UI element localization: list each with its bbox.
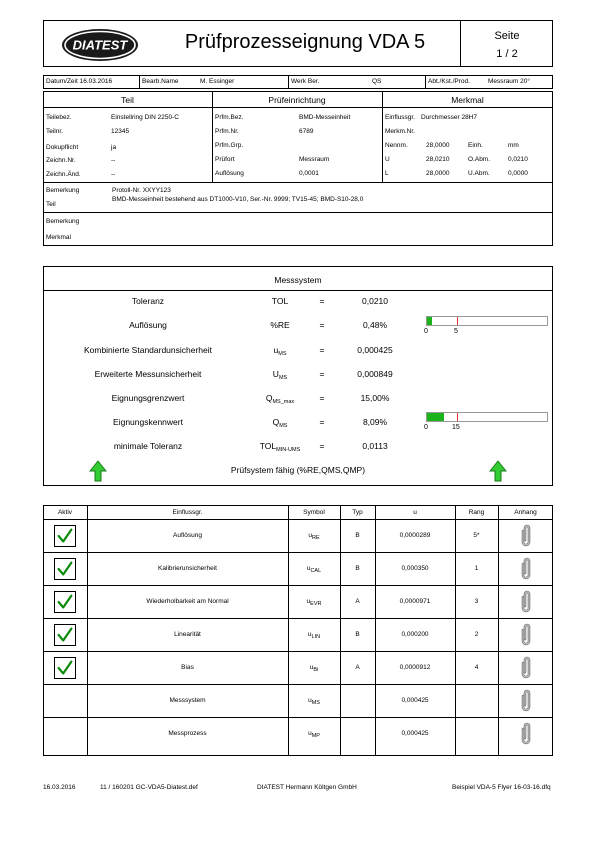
system-row-value: 0,000425 (357, 345, 393, 355)
influence-rank: 1 (474, 564, 479, 572)
attachment-clip-icon[interactable] (519, 655, 533, 681)
influence-symbol-sub: MP (311, 732, 320, 739)
influence-u: 0,000425 (401, 696, 429, 704)
system-row-value: 0,48% (362, 320, 388, 330)
system-row-equals: = (319, 369, 325, 379)
influence-symbol-sub: MS (311, 699, 320, 706)
active-checkbox[interactable] (54, 525, 76, 547)
col-u: u (413, 509, 417, 516)
influence-symbol-main: u (306, 564, 311, 572)
col-rank: Rang (468, 509, 485, 516)
system-row-symbol (245, 296, 315, 308)
system-row-value: 15,00% (360, 393, 390, 403)
active-checkbox[interactable] (54, 558, 76, 580)
active-checkbox[interactable] (54, 591, 76, 613)
system-row-name: Auflösung (129, 320, 167, 330)
qms-bar-fill (427, 413, 444, 421)
device-value-1: 6789 (299, 128, 314, 135)
attachment-clip-icon[interactable] (519, 556, 533, 582)
device-label-1: Prfm.Nr. (215, 128, 239, 135)
part-value-1: 12345 (111, 128, 130, 135)
system-row-symbol-main: u (273, 345, 279, 355)
system-row-symbol-sub: MIN-UMS (276, 447, 301, 453)
influence-symbol (288, 532, 340, 541)
influence-value: Durchmesser 28H7 (421, 114, 477, 121)
influence-name: Auflösung (173, 531, 202, 539)
system-title: Messsystem (274, 275, 322, 285)
system-row-equals: = (319, 320, 325, 330)
influence-symbol (288, 697, 340, 706)
influence-symbol-sub: LIN (311, 633, 321, 640)
footer-doc: 11 / 160201 GC-VDA5-Diatest.def (100, 784, 198, 791)
influence-symbol-main: u (306, 597, 311, 605)
device-value-4: 0,0001 (299, 170, 319, 177)
resolution-bar (426, 316, 548, 326)
device-value-3: Messraum (299, 156, 330, 163)
remark-part-text-1: Protoll-Nr. XXYY123 (112, 187, 171, 194)
resolution-bar-min: 0 (424, 328, 428, 335)
lower-value: 0,0000 (508, 170, 528, 177)
influence-symbol (288, 631, 340, 640)
page-label: Seite (494, 30, 520, 42)
checkmark-icon (55, 592, 75, 612)
dept-label: Abt./Kst./Prod. (428, 78, 470, 85)
page-title: Prüfprozesseignung VDA 5 (184, 31, 426, 53)
unit-value: mm (508, 142, 519, 149)
system-row-value: 0,0210 (362, 296, 388, 306)
system-row-symbol-sub: MS (278, 375, 288, 381)
influence-type: B (355, 531, 360, 539)
system-row-equals: = (319, 393, 325, 403)
qms-bar-limit: 15 (452, 424, 460, 431)
device-value-0: BMD-Messeinheit (299, 114, 351, 121)
footer-company: DIATEST Hermann Költgen GmbH (257, 784, 357, 791)
resolution-bar-limit: 5 (454, 328, 458, 335)
influence-symbol-main: u (307, 630, 312, 638)
part-label-2: Dokupflicht (46, 144, 79, 151)
remark-part-text-2: BMD-Messeinheit bestehend aus DT1000-V10, Ser.-Nr. 9999; TV15-45; BMD-S10-28,0 (112, 196, 364, 203)
influence-symbol-main: u (308, 696, 312, 704)
system-row-equals: = (319, 296, 325, 306)
remark-feature-label-1: Bemerkung (46, 218, 80, 225)
part-label-0: Teilebez. (46, 114, 72, 121)
influence-symbol-sub: CAL (310, 567, 322, 574)
attachment-clip-icon[interactable] (519, 688, 533, 714)
col-type: Typ (352, 509, 363, 516)
system-row-value: 8,09% (362, 417, 388, 427)
influence-symbol-sub: RE (311, 534, 320, 541)
qms-bar-min: 0 (424, 424, 428, 431)
system-row-equals: = (319, 417, 325, 427)
checkmark-icon (55, 658, 75, 678)
checkmark-icon (55, 625, 75, 645)
influence-symbol (288, 565, 340, 574)
col-influence: Einflussgr. (172, 509, 203, 516)
system-row-equals: = (319, 441, 325, 451)
influence-symbol-sub: Bi (313, 666, 319, 673)
influence-u: 0,000200 (401, 630, 429, 638)
active-checkbox[interactable] (54, 657, 76, 679)
active-checkbox[interactable] (54, 624, 76, 646)
influence-symbol-main: u (309, 663, 314, 671)
resolution-limit-mark (457, 317, 458, 325)
footer-file: Beispiel VDA-5 Flyer 16-03-16.dfq (452, 784, 551, 791)
influence-type: B (355, 630, 360, 638)
part-value-4: -- (111, 171, 116, 178)
influence-name: Linearität (174, 630, 201, 638)
attachment-clip-icon[interactable] (519, 721, 533, 747)
influence-rank: 5* (473, 531, 480, 539)
nominal-label: Nennm. (385, 142, 408, 149)
influence-name: Kalibrierunsicherheit (158, 564, 217, 572)
footer-date: 16.03.2016 (43, 784, 76, 791)
influence-type: A (355, 663, 360, 671)
system-row-name: Eignungsgrenzwert (111, 393, 185, 403)
resolution-bar-fill (427, 317, 432, 325)
system-row-symbol (245, 369, 315, 381)
plant-label: Werk Ber. (291, 78, 320, 85)
unit-label: Einh. (468, 142, 483, 149)
u-value: 28,0210 (426, 156, 450, 163)
attachment-clip-icon[interactable] (519, 523, 533, 549)
influence-u: 0,0000912 (399, 663, 431, 671)
qms-limit-mark (457, 413, 458, 421)
nominal-value: 28,0000 (426, 142, 450, 149)
editor-label: Bearb.Name (142, 78, 179, 85)
part-label-3: Zeichn.Nr. (46, 157, 76, 164)
system-row-symbol-main: Q (265, 393, 273, 403)
part-label-4: Zeichn.Änd. (46, 171, 81, 178)
system-row-symbol (245, 345, 315, 357)
section-device: Prüfeinrichtung (268, 95, 326, 105)
device-label-2: Prfm.Grp. (215, 142, 244, 149)
system-row-symbol-sub: MS (279, 423, 288, 429)
device-label-0: Prfm.Bez. (215, 114, 244, 121)
col-symbol: Symbol (303, 509, 325, 516)
system-row-symbol-main: TOL (271, 296, 289, 306)
system-verdict: Prüfsystem fähig (%RE,QMS,QMP) (230, 465, 366, 475)
system-row-symbol (245, 320, 315, 332)
influence-symbol (288, 598, 340, 607)
influence-name: Wiederholbarkeit am Normal (146, 597, 229, 605)
attachment-clip-icon[interactable] (519, 589, 533, 615)
influence-rank: 3 (474, 597, 479, 605)
arrow-up-icon (89, 460, 107, 482)
diatest-logo (61, 28, 139, 62)
device-label-3: Prüfort (215, 156, 235, 163)
logo-text: DIATEST (72, 37, 128, 53)
influence-u: 0,0000971 (399, 597, 431, 605)
system-row-symbol-sub: MS (278, 351, 287, 357)
upper-value: 0,0210 (508, 156, 528, 163)
system-row-name: Eignungskennwert (113, 417, 183, 427)
remark-part-label-1: Bemerkung (46, 187, 80, 194)
influence-symbol (288, 730, 340, 739)
part-value-2: ja (111, 144, 117, 151)
checkmark-icon (55, 559, 75, 579)
system-row-name: Kombinierte Standardunsicherheit (83, 345, 213, 355)
system-row-equals: = (319, 345, 325, 355)
arrow-up-icon (489, 460, 507, 482)
feature-nr-label: Merkm.Nr. (385, 128, 415, 135)
influence-u: 0,000425 (401, 729, 429, 737)
part-value-0: Einstellring DIN 2250-C (111, 114, 179, 121)
system-row-symbol (245, 441, 315, 453)
col-active: Aktiv (57, 509, 73, 516)
influence-rank: 2 (474, 630, 479, 638)
page-number: 1 / 2 (496, 48, 518, 60)
system-row-symbol (245, 393, 315, 405)
remark-feature-label-2: Merkmal (46, 234, 71, 241)
l-label: L (385, 170, 389, 177)
influence-symbol-main: u (308, 531, 312, 539)
part-value-3: -- (111, 157, 116, 164)
qms-bar (426, 412, 548, 422)
date-time: Datum/Zeit 16.03.2016 (46, 78, 113, 85)
system-row-value: 0,000849 (357, 369, 393, 379)
system-row-symbol-main: U (272, 369, 279, 379)
attachment-clip-icon[interactable] (519, 622, 533, 648)
influence-symbol-main: u (308, 729, 312, 737)
system-row-value: 0,0113 (362, 441, 388, 451)
device-label-4: Auflösung (215, 170, 244, 177)
influence-u: 0,0000289 (399, 531, 431, 539)
influence-rank: 4 (474, 663, 479, 671)
influence-u: 0,000350 (401, 564, 429, 572)
upper-label: O.Abm. (468, 156, 491, 163)
influence-symbol-sub: EVR (310, 600, 322, 607)
plant-value: QS (372, 78, 382, 85)
col-attachment: Anhang (514, 509, 537, 516)
influence-type: B (355, 564, 360, 572)
influence-name: Messsystem (169, 696, 206, 704)
system-row-name: Erweiterte Messunsicherheit (94, 369, 202, 379)
system-row-symbol-main: %RE (270, 320, 290, 330)
system-row-symbol (245, 417, 315, 429)
remark-part-label-2: Teil (46, 201, 56, 208)
influence-label: Einflussgr. (385, 114, 415, 121)
l-value: 28,0000 (426, 170, 450, 177)
influence-type: A (355, 597, 360, 605)
section-feature: Merkmal (451, 95, 484, 105)
system-row-symbol-main: Q (272, 417, 280, 427)
system-row-name: Toleranz (131, 296, 165, 306)
system-row-name: minimale Toleranz (113, 441, 183, 451)
dept-value: Messraum 20° (488, 78, 530, 85)
checkmark-icon (55, 526, 75, 546)
section-part: Teil (121, 95, 134, 105)
u-label: U (385, 156, 390, 163)
influence-symbol (288, 664, 340, 673)
influence-name: Messprozess (168, 729, 207, 737)
editor-value: M. Essinger (200, 78, 235, 85)
part-label-1: Teilnr. (46, 128, 63, 135)
system-row-symbol-main: TOL (259, 441, 277, 451)
influence-name: Bias (181, 663, 194, 671)
system-row-symbol-sub: MS_max (272, 399, 295, 405)
lower-label: U.Abm. (468, 170, 490, 177)
